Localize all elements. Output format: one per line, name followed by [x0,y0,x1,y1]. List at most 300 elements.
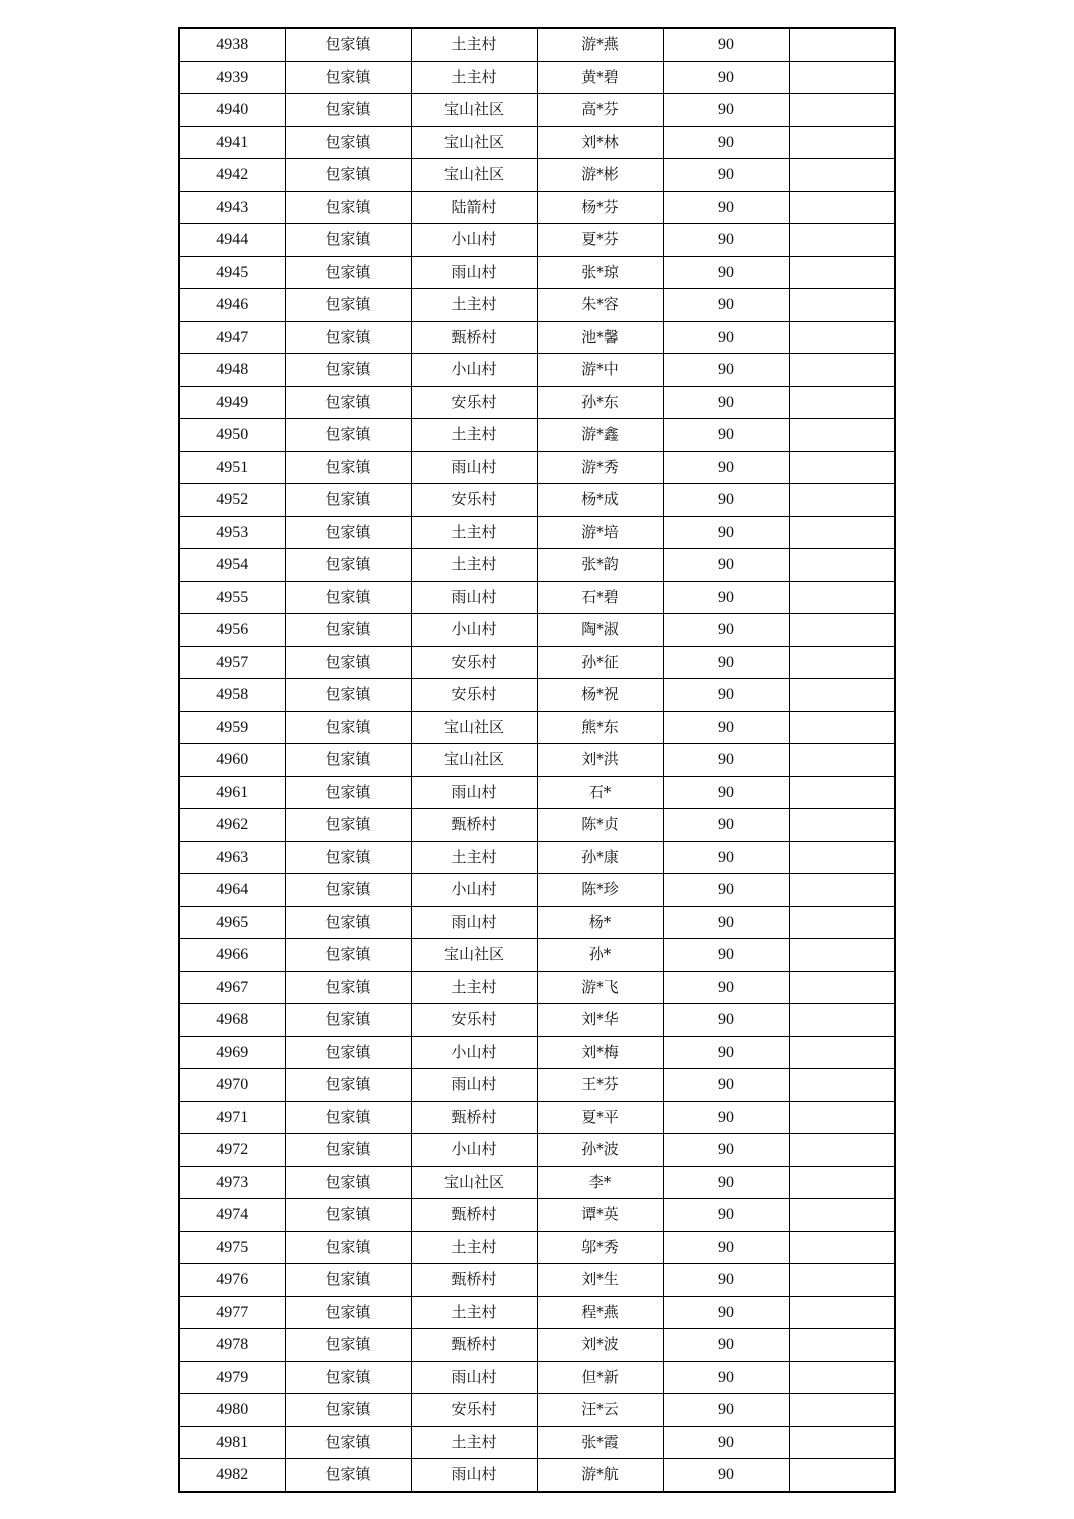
name-cell: 孙*东 [537,386,663,419]
amount-cell: 90 [663,386,789,419]
table-row [179,354,895,387]
name-cell: 孙*征 [537,646,663,679]
table-row [179,1069,895,1102]
remark-cell [789,744,895,777]
table-row [179,321,895,354]
serial-number-cell: 4957 [179,646,285,679]
serial-number-cell: 4959 [179,711,285,744]
name-cell: 张*霞 [537,1426,663,1459]
remark-cell [789,1231,895,1264]
amount-cell: 90 [663,419,789,452]
name-cell: 杨*成 [537,484,663,517]
table-row [179,386,895,419]
serial-number-cell: 4955 [179,581,285,614]
name-cell: 刘*生 [537,1264,663,1297]
town-cell: 包家镇 [285,906,411,939]
remark-cell [789,1199,895,1232]
table-row [179,451,895,484]
name-cell: 游*鑫 [537,419,663,452]
serial-number-cell: 4939 [179,61,285,94]
town-cell: 包家镇 [285,126,411,159]
amount-cell: 90 [663,939,789,972]
table-row [179,289,895,322]
name-cell: 游*航 [537,1459,663,1492]
village-cell: 安乐村 [411,386,537,419]
name-cell: 杨*祝 [537,679,663,712]
town-cell: 包家镇 [285,386,411,419]
village-cell: 土主村 [411,841,537,874]
serial-number-cell: 4963 [179,841,285,874]
remark-cell [789,516,895,549]
remark-cell [789,1004,895,1037]
table-row [179,971,895,1004]
amount-cell: 90 [663,874,789,907]
amount-cell: 90 [663,1426,789,1459]
village-cell: 土主村 [411,1426,537,1459]
serial-number-cell: 4962 [179,809,285,842]
village-cell: 甄桥村 [411,1329,537,1362]
remark-cell [789,1394,895,1427]
village-cell: 宝山社区 [411,94,537,127]
amount-cell: 90 [663,549,789,582]
serial-number-cell: 4965 [179,906,285,939]
name-cell: 夏*平 [537,1101,663,1134]
name-cell: 游*秀 [537,451,663,484]
name-cell: 游*燕 [537,28,663,61]
table-row [179,224,895,257]
serial-number-cell: 4954 [179,549,285,582]
village-cell: 雨山村 [411,451,537,484]
table-row [179,484,895,517]
serial-number-cell: 4977 [179,1296,285,1329]
serial-number-cell: 4942 [179,159,285,192]
table-row [179,61,895,94]
name-cell: 李* [537,1166,663,1199]
village-cell: 土主村 [411,971,537,1004]
serial-number-cell: 4960 [179,744,285,777]
name-cell: 刘*华 [537,1004,663,1037]
serial-number-cell: 4946 [179,289,285,322]
name-cell: 杨*芬 [537,191,663,224]
name-cell: 邬*秀 [537,1231,663,1264]
village-cell: 安乐村 [411,1394,537,1427]
town-cell: 包家镇 [285,484,411,517]
serial-number-cell: 4966 [179,939,285,972]
serial-number-cell: 4973 [179,1166,285,1199]
table-row [179,614,895,647]
serial-number-cell: 4967 [179,971,285,1004]
remark-cell [789,126,895,159]
name-cell: 刘*波 [537,1329,663,1362]
serial-number-cell: 4948 [179,354,285,387]
name-cell: 石*碧 [537,581,663,614]
table-row [179,549,895,582]
remark-cell [789,159,895,192]
town-cell: 包家镇 [285,1004,411,1037]
name-cell: 刘*梅 [537,1036,663,1069]
data-table [178,27,896,1493]
remark-cell [789,874,895,907]
amount-cell: 90 [663,1166,789,1199]
village-cell: 甄桥村 [411,1199,537,1232]
name-cell: 孙* [537,939,663,972]
serial-number-cell: 4943 [179,191,285,224]
serial-number-cell: 4949 [179,386,285,419]
town-cell: 包家镇 [285,289,411,322]
remark-cell [789,776,895,809]
table-row [179,1426,895,1459]
serial-number-cell: 4950 [179,419,285,452]
table-row [179,1329,895,1362]
amount-cell: 90 [663,1296,789,1329]
name-cell: 杨* [537,906,663,939]
town-cell: 包家镇 [285,1329,411,1362]
village-cell: 雨山村 [411,581,537,614]
town-cell: 包家镇 [285,419,411,452]
table-row [179,841,895,874]
serial-number-cell: 4964 [179,874,285,907]
table-row [179,28,895,61]
town-cell: 包家镇 [285,191,411,224]
serial-number-cell: 4982 [179,1459,285,1492]
town-cell: 包家镇 [285,1426,411,1459]
remark-cell [789,224,895,257]
name-cell: 石* [537,776,663,809]
village-cell: 雨山村 [411,1459,537,1492]
amount-cell: 90 [663,1459,789,1492]
village-cell: 土主村 [411,549,537,582]
name-cell: 陈*珍 [537,874,663,907]
name-cell: 刘*林 [537,126,663,159]
village-cell: 宝山社区 [411,711,537,744]
town-cell: 包家镇 [285,321,411,354]
village-cell: 雨山村 [411,256,537,289]
table-row [179,256,895,289]
serial-number-cell: 4974 [179,1199,285,1232]
village-cell: 小山村 [411,224,537,257]
remark-cell [789,1264,895,1297]
town-cell: 包家镇 [285,1101,411,1134]
serial-number-cell: 4952 [179,484,285,517]
serial-number-cell: 4970 [179,1069,285,1102]
village-cell: 甄桥村 [411,1101,537,1134]
serial-number-cell: 4969 [179,1036,285,1069]
village-cell: 小山村 [411,354,537,387]
village-cell: 甄桥村 [411,809,537,842]
town-cell: 包家镇 [285,971,411,1004]
remark-cell [789,451,895,484]
town-cell: 包家镇 [285,1361,411,1394]
village-cell: 甄桥村 [411,321,537,354]
village-cell: 雨山村 [411,1069,537,1102]
village-cell: 土主村 [411,289,537,322]
table-row [179,191,895,224]
serial-number-cell: 4947 [179,321,285,354]
amount-cell: 90 [663,581,789,614]
serial-number-cell: 4953 [179,516,285,549]
table-row [179,94,895,127]
amount-cell: 90 [663,1329,789,1362]
amount-cell: 90 [663,224,789,257]
remark-cell [789,1036,895,1069]
town-cell: 包家镇 [285,354,411,387]
town-cell: 包家镇 [285,679,411,712]
town-cell: 包家镇 [285,874,411,907]
town-cell: 包家镇 [285,1264,411,1297]
amount-cell: 90 [663,191,789,224]
amount-cell: 90 [663,1264,789,1297]
town-cell: 包家镇 [285,451,411,484]
table-row [179,1199,895,1232]
table-row [179,906,895,939]
name-cell: 陈*贞 [537,809,663,842]
table-row [179,679,895,712]
amount-cell: 90 [663,744,789,777]
name-cell: 池*馨 [537,321,663,354]
table-row [179,1101,895,1134]
serial-number-cell: 4979 [179,1361,285,1394]
town-cell: 包家镇 [285,646,411,679]
remark-cell [789,289,895,322]
amount-cell: 90 [663,354,789,387]
village-cell: 陆箭村 [411,191,537,224]
amount-cell: 90 [663,1101,789,1134]
remark-cell [789,809,895,842]
table-row [179,1004,895,1037]
amount-cell: 90 [663,1394,789,1427]
remark-cell [789,679,895,712]
table-row [179,159,895,192]
town-cell: 包家镇 [285,28,411,61]
amount-cell: 90 [663,906,789,939]
town-cell: 包家镇 [285,549,411,582]
town-cell: 包家镇 [285,841,411,874]
amount-cell: 90 [663,711,789,744]
town-cell: 包家镇 [285,939,411,972]
name-cell: 游*彬 [537,159,663,192]
amount-cell: 90 [663,94,789,127]
remark-cell [789,191,895,224]
village-cell: 宝山社区 [411,126,537,159]
name-cell: 陶*淑 [537,614,663,647]
amount-cell: 90 [663,516,789,549]
remark-cell [789,711,895,744]
remark-cell [789,94,895,127]
table-row [179,581,895,614]
table-body [179,28,895,1492]
town-cell: 包家镇 [285,1459,411,1492]
remark-cell [789,646,895,679]
name-cell: 游*中 [537,354,663,387]
town-cell: 包家镇 [285,581,411,614]
table-row [179,809,895,842]
table-row [179,874,895,907]
village-cell: 土主村 [411,61,537,94]
table-row [179,1296,895,1329]
table-row [179,1036,895,1069]
name-cell: 但*新 [537,1361,663,1394]
name-cell: 孙*波 [537,1134,663,1167]
village-cell: 宝山社区 [411,159,537,192]
town-cell: 包家镇 [285,61,411,94]
remark-cell [789,321,895,354]
remark-cell [789,1459,895,1492]
name-cell: 孙*康 [537,841,663,874]
village-cell: 甄桥村 [411,1264,537,1297]
table-row [179,1231,895,1264]
name-cell: 游*培 [537,516,663,549]
amount-cell: 90 [663,451,789,484]
amount-cell: 90 [663,679,789,712]
serial-number-cell: 4944 [179,224,285,257]
village-cell: 雨山村 [411,776,537,809]
name-cell: 熊*东 [537,711,663,744]
town-cell: 包家镇 [285,256,411,289]
table-row [179,939,895,972]
serial-number-cell: 4981 [179,1426,285,1459]
village-cell: 安乐村 [411,679,537,712]
amount-cell: 90 [663,289,789,322]
amount-cell: 90 [663,1069,789,1102]
amount-cell: 90 [663,484,789,517]
town-cell: 包家镇 [285,614,411,647]
table-row [179,776,895,809]
serial-number-cell: 4938 [179,28,285,61]
town-cell: 包家镇 [285,711,411,744]
remark-cell [789,1101,895,1134]
remark-cell [789,256,895,289]
serial-number-cell: 4961 [179,776,285,809]
amount-cell: 90 [663,159,789,192]
table-row [179,1264,895,1297]
name-cell: 程*燕 [537,1296,663,1329]
table-row [179,744,895,777]
amount-cell: 90 [663,971,789,1004]
village-cell: 宝山社区 [411,939,537,972]
name-cell: 张*韵 [537,549,663,582]
serial-number-cell: 4940 [179,94,285,127]
table-row [179,646,895,679]
remark-cell [789,841,895,874]
remark-cell [789,1329,895,1362]
amount-cell: 90 [663,1361,789,1394]
town-cell: 包家镇 [285,94,411,127]
village-cell: 雨山村 [411,1361,537,1394]
serial-number-cell: 4972 [179,1134,285,1167]
table-row [179,711,895,744]
town-cell: 包家镇 [285,159,411,192]
serial-number-cell: 4951 [179,451,285,484]
name-cell: 刘*洪 [537,744,663,777]
remark-cell [789,614,895,647]
remark-cell [789,971,895,1004]
remark-cell [789,1134,895,1167]
serial-number-cell: 4941 [179,126,285,159]
village-cell: 安乐村 [411,1004,537,1037]
remark-cell [789,1069,895,1102]
remark-cell [789,906,895,939]
table-row [179,126,895,159]
town-cell: 包家镇 [285,224,411,257]
remark-cell [789,61,895,94]
amount-cell: 90 [663,1199,789,1232]
village-cell: 安乐村 [411,646,537,679]
village-cell: 土主村 [411,516,537,549]
remark-cell [789,1296,895,1329]
name-cell: 高*芬 [537,94,663,127]
town-cell: 包家镇 [285,1394,411,1427]
amount-cell: 90 [663,809,789,842]
town-cell: 包家镇 [285,1199,411,1232]
amount-cell: 90 [663,61,789,94]
amount-cell: 90 [663,841,789,874]
name-cell: 王*芬 [537,1069,663,1102]
village-cell: 小山村 [411,614,537,647]
remark-cell [789,354,895,387]
table-row [179,1394,895,1427]
serial-number-cell: 4956 [179,614,285,647]
table-row [179,516,895,549]
remark-cell [789,549,895,582]
table-row [179,1134,895,1167]
town-cell: 包家镇 [285,1069,411,1102]
remark-cell [789,939,895,972]
village-cell: 宝山社区 [411,1166,537,1199]
name-cell: 黄*碧 [537,61,663,94]
name-cell: 谭*英 [537,1199,663,1232]
town-cell: 包家镇 [285,516,411,549]
town-cell: 包家镇 [285,1296,411,1329]
village-cell: 小山村 [411,1134,537,1167]
village-cell: 土主村 [411,28,537,61]
remark-cell [789,419,895,452]
village-cell: 土主村 [411,1231,537,1264]
serial-number-cell: 4971 [179,1101,285,1134]
town-cell: 包家镇 [285,809,411,842]
name-cell: 朱*容 [537,289,663,322]
serial-number-cell: 4976 [179,1264,285,1297]
amount-cell: 90 [663,321,789,354]
name-cell: 夏*芬 [537,224,663,257]
remark-cell [789,1361,895,1394]
village-cell: 雨山村 [411,906,537,939]
serial-number-cell: 4980 [179,1394,285,1427]
amount-cell: 90 [663,126,789,159]
name-cell: 张*琼 [537,256,663,289]
town-cell: 包家镇 [285,1166,411,1199]
amount-cell: 90 [663,256,789,289]
serial-number-cell: 4975 [179,1231,285,1264]
town-cell: 包家镇 [285,1134,411,1167]
amount-cell: 90 [663,1231,789,1264]
amount-cell: 90 [663,646,789,679]
remark-cell [789,1166,895,1199]
table-row [179,1361,895,1394]
town-cell: 包家镇 [285,776,411,809]
remark-cell [789,484,895,517]
amount-cell: 90 [663,1036,789,1069]
serial-number-cell: 4978 [179,1329,285,1362]
village-cell: 土主村 [411,419,537,452]
village-cell: 小山村 [411,874,537,907]
town-cell: 包家镇 [285,1036,411,1069]
village-cell: 安乐村 [411,484,537,517]
name-cell: 游*飞 [537,971,663,1004]
amount-cell: 90 [663,1004,789,1037]
table-row [179,1459,895,1492]
serial-number-cell: 4968 [179,1004,285,1037]
town-cell: 包家镇 [285,744,411,777]
